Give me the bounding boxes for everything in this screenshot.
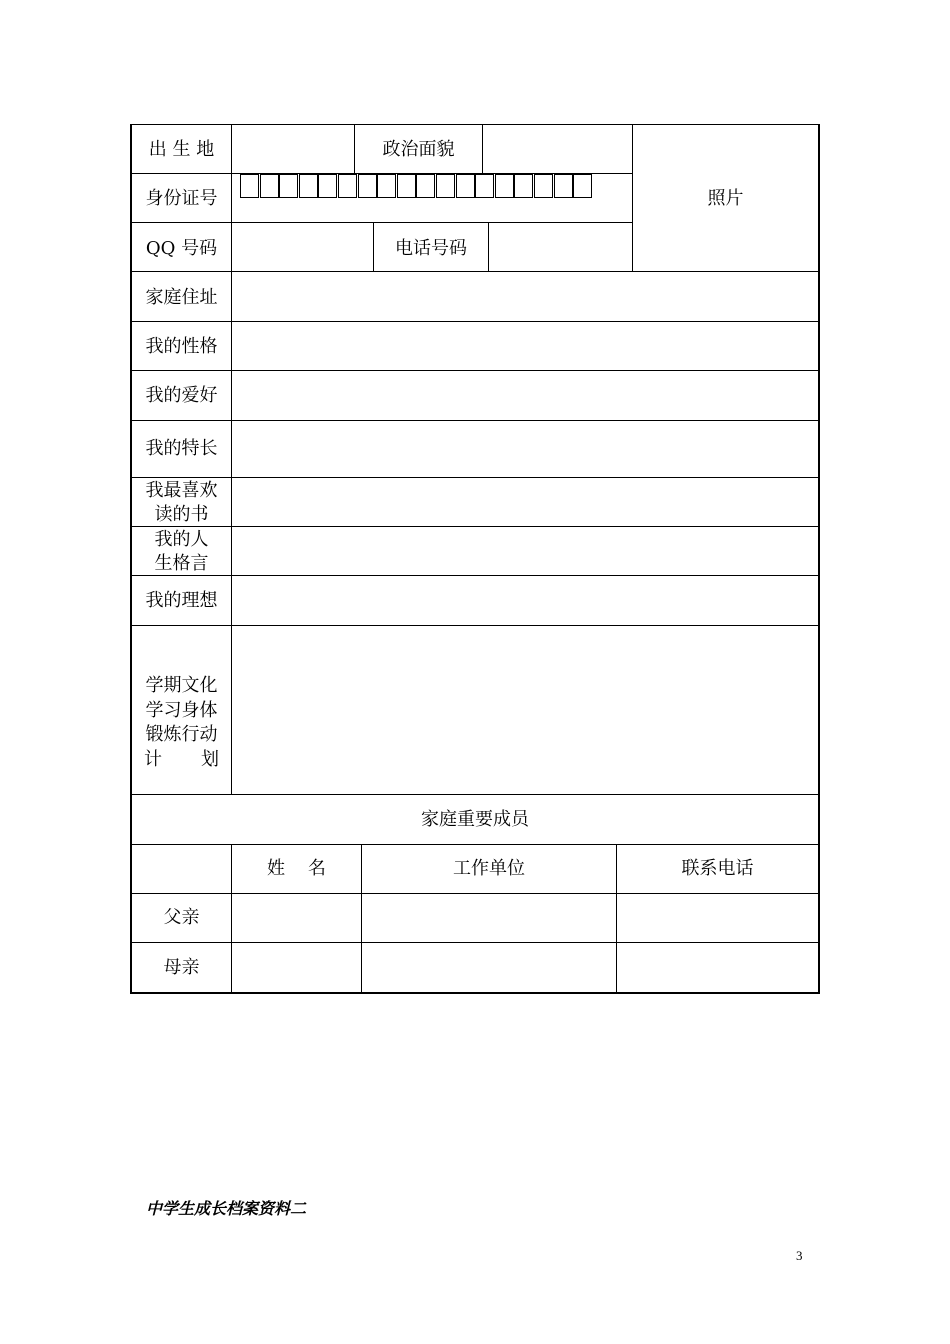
id-digit-box[interactable] bbox=[338, 174, 357, 198]
id-digit-box[interactable] bbox=[240, 174, 259, 198]
personality-label: 我的性格 bbox=[145, 336, 218, 357]
motto-label-line2: 生格言 bbox=[154, 553, 209, 574]
id-digit-box[interactable] bbox=[456, 174, 475, 198]
family-header-phone: 联系电话 bbox=[681, 858, 754, 879]
favorite-book-label-line2: 读的书 bbox=[154, 504, 209, 525]
mother-phone-field[interactable] bbox=[617, 943, 818, 992]
address-field[interactable] bbox=[232, 272, 818, 321]
page-number: 3 bbox=[796, 1248, 803, 1263]
political-status-field[interactable] bbox=[483, 125, 632, 173]
family-header-work: 工作单位 bbox=[453, 858, 525, 879]
plan-label-line2: 学习身体 bbox=[145, 700, 218, 721]
phone-label: 电话号码 bbox=[395, 238, 467, 259]
mother-work-field[interactable] bbox=[362, 943, 616, 992]
document-footer-title: 中学生成长档案资料二 bbox=[146, 1199, 307, 1218]
father-phone-field[interactable] bbox=[617, 894, 818, 942]
id-digit-box[interactable] bbox=[554, 174, 573, 198]
plan-label-line3: 锻炼行动 bbox=[145, 724, 218, 745]
qq-field[interactable] bbox=[232, 223, 373, 271]
talent-field[interactable] bbox=[232, 421, 818, 477]
address-label: 家庭住址 bbox=[145, 287, 218, 308]
mother-label: 母亲 bbox=[163, 957, 200, 978]
plan-field[interactable] bbox=[232, 626, 818, 794]
mother-name-field[interactable] bbox=[232, 943, 361, 992]
motto-field[interactable] bbox=[232, 527, 818, 575]
favorite-book-label-line1: 我最喜欢 bbox=[145, 480, 218, 501]
favorite-book-field[interactable] bbox=[232, 478, 818, 526]
id-digit-box[interactable] bbox=[397, 174, 416, 198]
birthplace-field[interactable] bbox=[232, 125, 354, 173]
plan-label-line4-left: 计 bbox=[144, 749, 162, 770]
id-digit-box[interactable] bbox=[416, 174, 435, 198]
father-label: 父亲 bbox=[163, 907, 200, 928]
political-status-label: 政治面貌 bbox=[382, 139, 455, 160]
id-digit-box[interactable] bbox=[279, 174, 298, 198]
row-divider bbox=[131, 794, 819, 795]
ideal-field[interactable] bbox=[232, 576, 818, 625]
hobby-field[interactable] bbox=[232, 371, 818, 420]
id-digit-box[interactable] bbox=[299, 174, 318, 198]
motto-label-line1: 我的人 bbox=[154, 529, 209, 550]
qq-label: QQ 号码 bbox=[145, 238, 218, 259]
personality-field[interactable] bbox=[232, 322, 818, 370]
ideal-label: 我的理想 bbox=[145, 590, 218, 611]
id-digit-box[interactable] bbox=[475, 174, 494, 198]
id-digit-box[interactable] bbox=[534, 174, 553, 198]
id-digit-box[interactable] bbox=[495, 174, 514, 198]
phone-field[interactable] bbox=[489, 223, 632, 271]
row-divider bbox=[131, 844, 819, 845]
father-work-field[interactable] bbox=[362, 894, 616, 942]
id-digit-box[interactable] bbox=[573, 174, 592, 198]
id-digit-box[interactable] bbox=[318, 174, 337, 198]
id-digit-box[interactable] bbox=[436, 174, 455, 198]
plan-label-line1: 学期文化 bbox=[145, 675, 218, 696]
family-section-title: 家庭重要成员 bbox=[421, 809, 529, 830]
plan-label-line4-right: 划 bbox=[201, 749, 219, 770]
id-digit-box[interactable] bbox=[514, 174, 533, 198]
father-name-field[interactable] bbox=[232, 894, 361, 942]
hobby-label: 我的爱好 bbox=[145, 385, 218, 406]
family-header-name: 姓 名 bbox=[267, 858, 326, 879]
birthplace-label: 出 生 地 bbox=[148, 139, 215, 160]
talent-label: 我的特长 bbox=[145, 438, 218, 459]
photo-label: 照片 bbox=[707, 188, 744, 209]
id-digit-box[interactable] bbox=[358, 174, 377, 198]
id-digit-box[interactable] bbox=[377, 174, 396, 198]
id-digit-box[interactable] bbox=[260, 174, 279, 198]
id-number-label: 身份证号 bbox=[145, 188, 218, 209]
